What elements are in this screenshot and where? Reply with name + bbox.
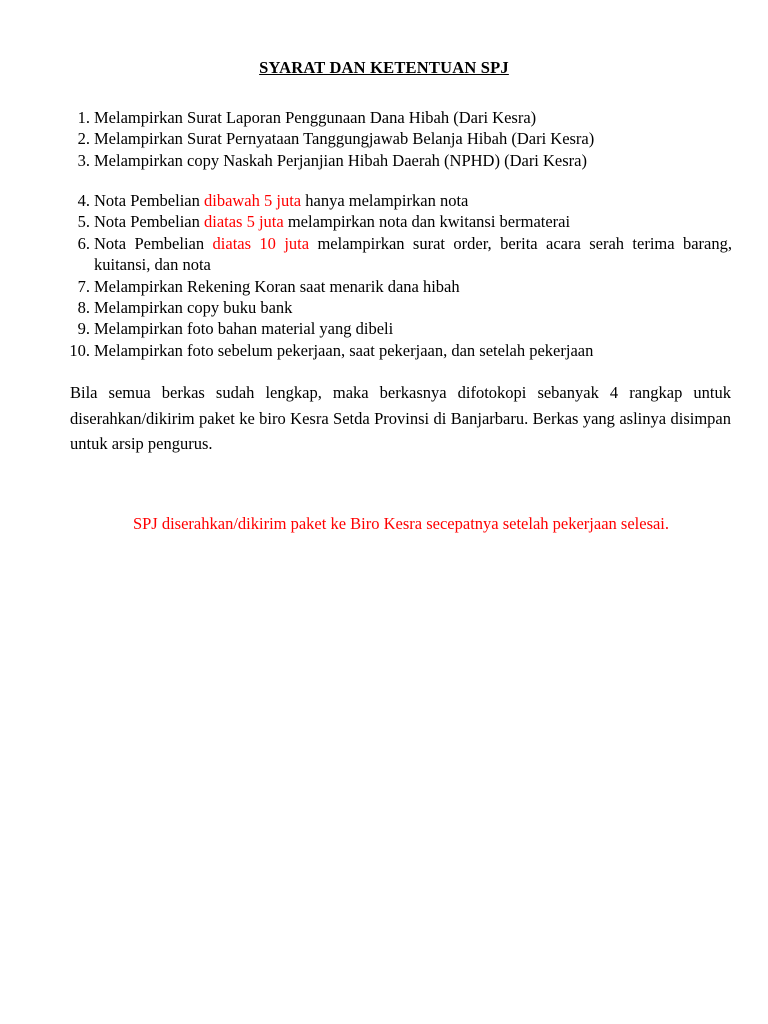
submission-note: Bila semua berkas sudah lengkap, maka berkasnya difotokopi sebanyak 4 rangkap untuk diserahkan/dikirim paket ke biro Kesra Setda Provinsi di Banjarbaru. Berkas yang aslinya disimpan untuk arsip pengurus. [70,383,731,453]
list-item [62,150,732,171]
item-number: 9. [77,319,90,339]
item-number: 7. [77,276,90,296]
list-item [62,318,732,339]
item-text-pre: Nota Pembelian [94,233,213,253]
item-text: Melampirkan Surat Pernyataan Tanggungjawab Belanja Hibah (Dari Kesra) [94,129,595,149]
list-item [62,340,732,361]
item-number: 2. [77,129,90,149]
requirements-list-group-2 [62,190,732,361]
item-text: Melampirkan Rekening Koran saat menarik dana hibah [94,276,460,296]
list-item [62,276,732,297]
item-text-pre: Nota Pembelian [94,212,204,232]
closing-notice: SPJ diserahkan/dikirim paket ke Biro Kesra secepatnya setelah pekerjaan selesai. [132,514,670,533]
document-title: SYARAT DAN KETENTUAN SPJ [259,58,509,77]
item-text-post: hanya melampirkan nota [301,191,469,210]
item-number: 4. [77,191,90,210]
list-item [62,211,732,232]
list-item [62,190,732,211]
list-item [62,233,732,276]
item-number: 5. [77,212,90,232]
item-text-post: melampirkan surat order, berita acara serah terima barang, kuitansi, dan nota [94,233,732,275]
item-text [94,233,732,276]
item-text [94,190,732,211]
item-text: Melampirkan copy buku bank [94,298,293,318]
item-text: Melampirkan foto bahan material yang dibeli [94,319,394,339]
item-text: Melampirkan Surat Laporan Penggunaan Dana Hibah (Dari Kesra) [94,108,537,127]
item-number: 10. [69,340,90,360]
item-number: 8. [77,298,90,318]
threshold-highlight: diatas 10 juta [212,233,310,253]
threshold-highlight: dibawah 5 juta [203,191,302,210]
item-text: Melampirkan copy Naskah Perjanjian Hibah Daerah (NPHD) (Dari Kesra) [94,150,587,170]
item-number: 1. [77,108,90,127]
item-text-post: melampirkan nota dan kwitansi bermaterai [283,212,571,232]
item-text: Melampirkan foto sebelum pekerjaan, saat pekerjaan, dan setelah pekerjaan [94,340,594,360]
item-text-pre: Nota Pembelian [94,191,204,210]
item-number: 6. [77,233,90,253]
item-text [94,211,732,232]
item-number: 3. [77,150,90,170]
list-item [62,128,732,149]
list-item [62,107,732,128]
requirements-list-group-1 [62,107,732,171]
threshold-highlight: diatas 5 juta [203,212,284,232]
list-item [62,297,732,318]
